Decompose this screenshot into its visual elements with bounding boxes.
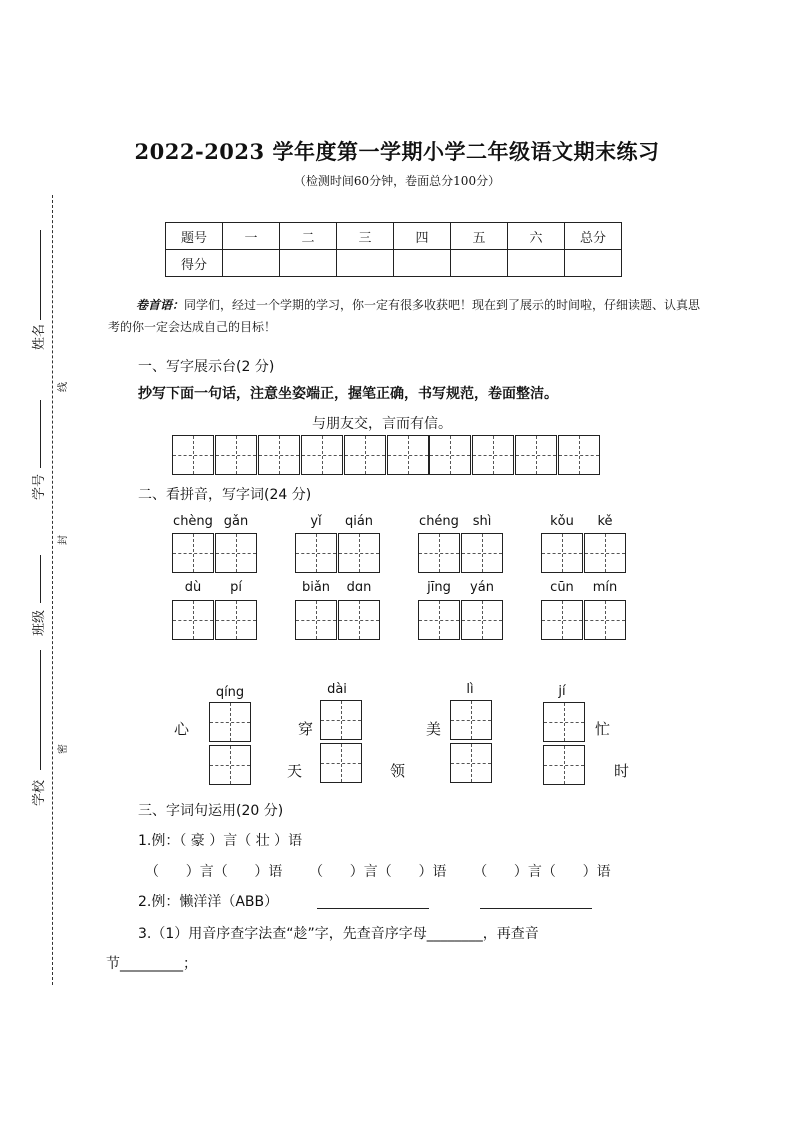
side-label-class: 班级 — [32, 609, 47, 636]
row1-cell[interactable] — [215, 533, 257, 573]
q3-line-2: 节_________； — [106, 956, 197, 972]
row1-cell[interactable] — [418, 533, 460, 573]
row2-cell[interactable] — [215, 600, 257, 640]
side-mark-feng: 封 — [58, 535, 69, 545]
copy-grid-cell[interactable] — [344, 435, 386, 475]
row1-pinyin: gǎn — [223, 514, 249, 529]
row2-cell[interactable] — [172, 600, 214, 640]
score-header-cell: 五 — [451, 223, 508, 250]
row3-cell[interactable] — [450, 743, 492, 783]
score-table — [165, 222, 622, 277]
row2-cell[interactable] — [418, 600, 460, 640]
q1-example: 1.例：（ 豪 ）言（ 壮 ）语 — [138, 833, 303, 849]
section1-title: 一、写字展示台(2 分) — [138, 359, 275, 375]
row1-pinyin: yǐ — [310, 514, 322, 529]
row2-pinyin: biǎn — [301, 580, 331, 595]
row1-pinyin: qián — [344, 514, 374, 529]
score-table-header-row — [166, 223, 622, 250]
row2-pinyin: mín — [592, 580, 618, 595]
page-title: 2022-2023 学年度第一学期小学二年级语文期末练习 — [134, 139, 660, 164]
section3-title: 三、字词句运用(20 分) — [138, 803, 284, 819]
section1-instruction: 抄写下面一句话，注意坐姿端正，握笔正确，书写规范，卷面整洁。 — [138, 386, 558, 402]
score-header-cell: 总分 — [565, 223, 622, 250]
copy-grid-cell[interactable] — [558, 435, 600, 475]
intro-paragraph — [108, 294, 708, 338]
row3-pinyin: qíng — [215, 685, 245, 700]
row3-cell[interactable] — [450, 700, 492, 740]
row1-cell[interactable] — [541, 533, 583, 573]
row2-pinyin: jīng — [427, 580, 451, 595]
copy-grid-cell[interactable] — [515, 435, 557, 475]
score-cell[interactable] — [451, 250, 508, 277]
score-header-cell: 一 — [223, 223, 280, 250]
score-header-cell: 三 — [337, 223, 394, 250]
row2-cell[interactable] — [584, 600, 626, 640]
score-cell[interactable] — [565, 250, 622, 277]
row3-char: 心 — [174, 720, 190, 738]
row1-cell[interactable] — [295, 533, 337, 573]
section2-title: 二、看拼音，写字词(24 分) — [138, 487, 312, 503]
row3-cell[interactable] — [543, 702, 585, 742]
row2-cell[interactable] — [541, 600, 583, 640]
copy-grid-cell[interactable] — [172, 435, 214, 475]
row3-cell[interactable] — [209, 702, 251, 742]
score-cell[interactable] — [280, 250, 337, 277]
row3-cell[interactable] — [320, 700, 362, 740]
row1-pinyin: shì — [472, 514, 492, 529]
row3-cell[interactable] — [320, 743, 362, 783]
row3-char: 时 — [614, 762, 630, 780]
class-underline — [40, 555, 42, 603]
row2-pinyin: pí — [230, 580, 242, 595]
side-mark-xian: 线 — [58, 382, 69, 392]
side-mark-mi: 密 — [58, 744, 69, 754]
row3-pinyin: dài — [327, 682, 347, 697]
score-cell[interactable] — [394, 250, 451, 277]
row3-char: 天 — [287, 762, 303, 780]
row3-char: 领 — [390, 762, 406, 780]
row1-pinyin: chéng — [419, 514, 459, 529]
row1-pinyin: kǒu — [550, 514, 574, 529]
row3-cell[interactable] — [543, 745, 585, 785]
score-cell[interactable] — [337, 250, 394, 277]
row2-cell[interactable] — [338, 600, 380, 640]
side-label-name: 姓名 — [32, 323, 47, 350]
row3-pinyin: lì — [466, 682, 474, 697]
copy-grid-cell[interactable] — [472, 435, 514, 475]
binding-dashed-line — [52, 195, 53, 985]
row2-pinyin: dɑn — [346, 580, 372, 595]
row1-cell[interactable] — [338, 533, 380, 573]
row1-cell[interactable] — [172, 533, 214, 573]
row2-pinyin: yán — [470, 580, 494, 595]
row2-pinyin: cūn — [550, 580, 574, 595]
row1-cell[interactable] — [584, 533, 626, 573]
q2-example: 2.例：懒洋洋（ABB） — [138, 894, 279, 910]
score-table-score-row — [166, 250, 622, 277]
score-header-cell: 六 — [508, 223, 565, 250]
q3-line-1: 3.（1）用音序查字法查“趁”字，先查音序字母________，再查音 — [138, 926, 539, 942]
copy-grid-cell[interactable] — [258, 435, 300, 475]
intro-text: 同学们，经过一个学期的学习，你一定有很多收获吧！现在到了展示的时间啦，仔细读题、认真思考的你一定会达成自己的目标！ — [108, 298, 701, 334]
row3-cell[interactable] — [209, 745, 251, 785]
row2-cell[interactable] — [461, 600, 503, 640]
copy-grid-cell[interactable] — [215, 435, 257, 475]
row1-pinyin: chèng — [173, 514, 213, 529]
row2-cell[interactable] — [295, 600, 337, 640]
q1-blanks[interactable]: （ ）言（ ）语 （ ）言（ ）语 （ ）言（ ）语 — [145, 864, 611, 880]
score-row-label: 得分 — [166, 250, 223, 277]
score-cell[interactable] — [223, 250, 280, 277]
id-underline — [40, 400, 42, 468]
intro-lead: 卷首语： — [136, 298, 185, 312]
copy-grid-cell[interactable] — [429, 435, 471, 475]
row1-pinyin: kě — [597, 514, 613, 529]
q2-answer-blank-1[interactable] — [317, 908, 429, 909]
copy-grid-cell[interactable] — [301, 435, 343, 475]
score-header-cell: 题号 — [166, 223, 223, 250]
score-cell[interactable] — [508, 250, 565, 277]
school-underline — [40, 650, 42, 770]
side-label-id: 学号 — [32, 473, 47, 500]
row2-pinyin: dù — [184, 580, 202, 595]
row3-pinyin: jí — [558, 684, 566, 699]
side-label-school: 学校 — [32, 779, 47, 806]
score-header-cell: 四 — [394, 223, 451, 250]
q2-answer-blank-2[interactable] — [480, 908, 592, 909]
row3-char: 穿 — [298, 720, 314, 738]
row1-cell[interactable] — [461, 533, 503, 573]
copy-grid-cell[interactable] — [387, 435, 429, 475]
row3-char: 美 — [426, 720, 442, 738]
page-subtitle: （检测时间60分钟，卷面总分100分） — [293, 174, 501, 188]
section1-sentence: 与朋友交，言而有信。 — [312, 416, 452, 432]
score-header-cell: 二 — [280, 223, 337, 250]
row3-char: 忙 — [595, 720, 611, 738]
name-underline — [40, 230, 42, 320]
